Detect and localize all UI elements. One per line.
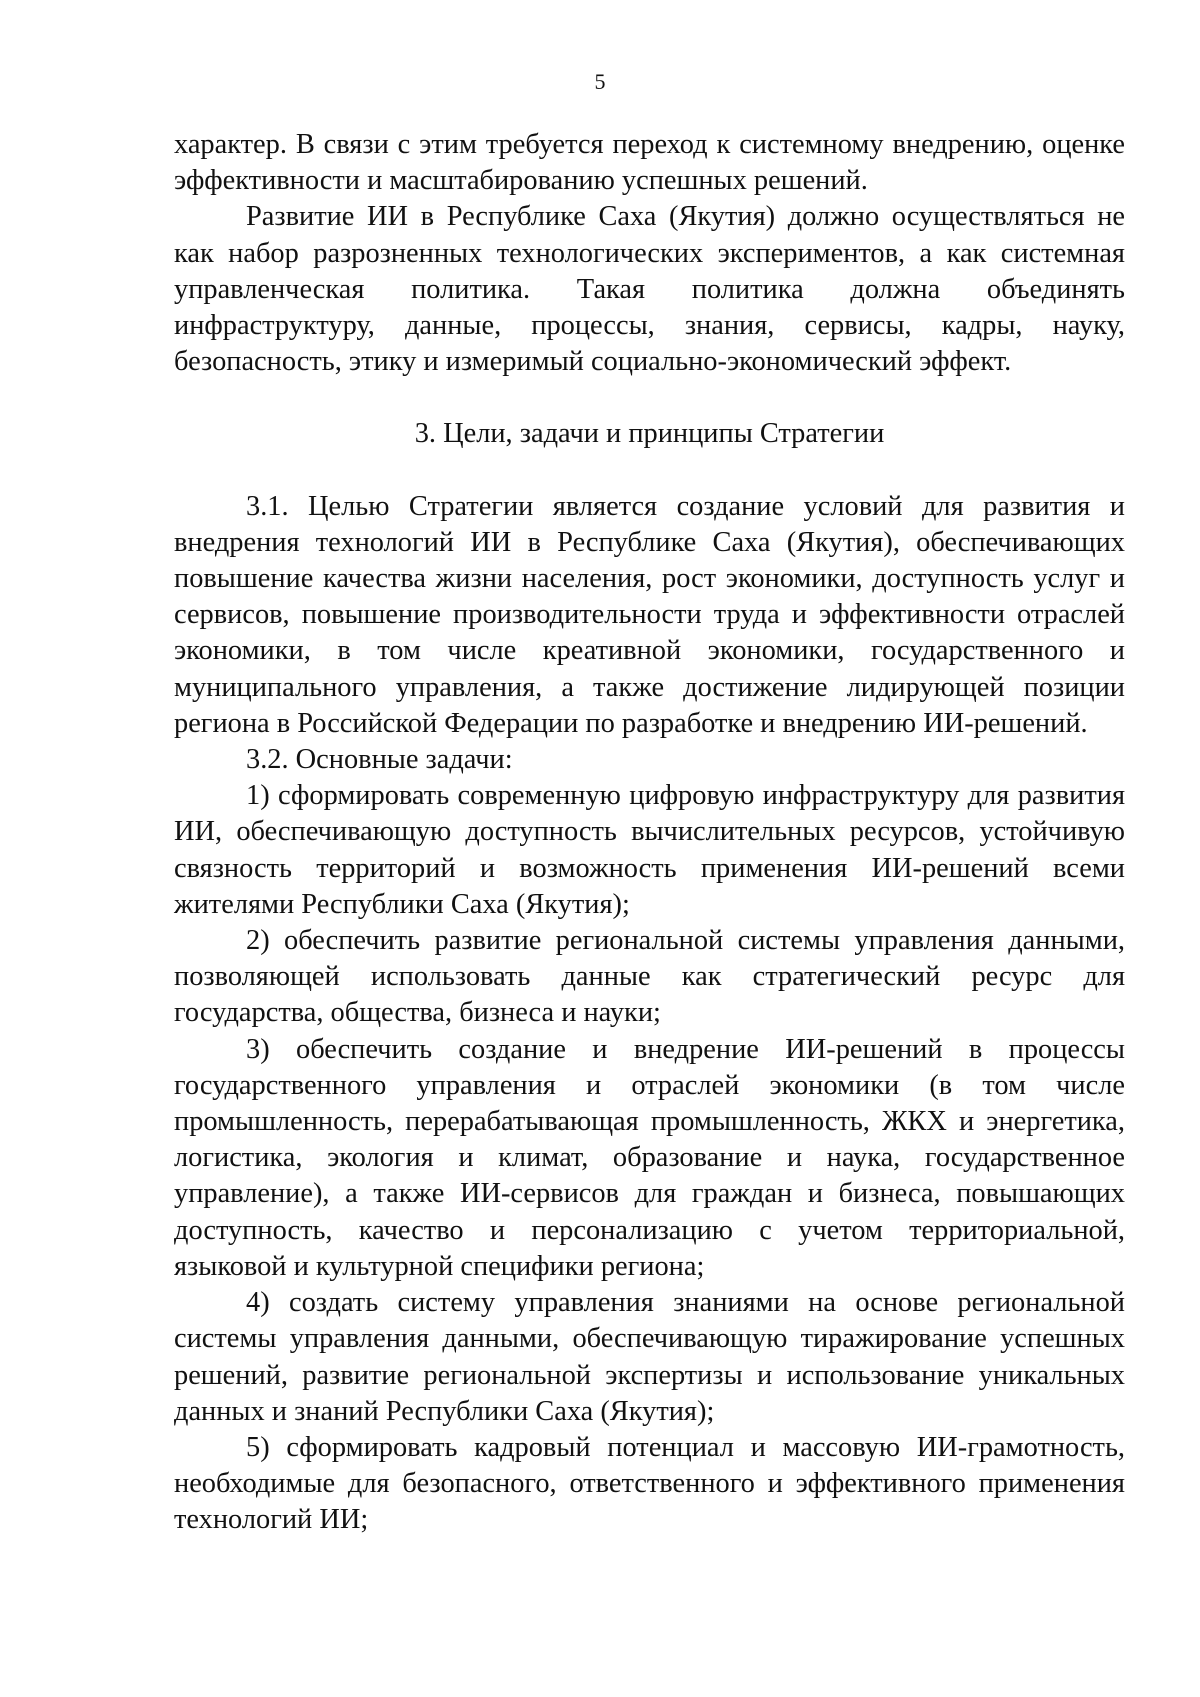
task-item-4: 4) создать систему управления знаниями на основе региональной системы управления данными, обеспечивающую тиражирование успешных решений, развитие региональной экспертизы и использование уникальных данных и знаний Республики Саха (Якутия); [174, 1287, 1125, 1427]
task-item-5: 5) сформировать кадровый потенциал и массовую ИИ-грамотность, необходимые для безопасного, ответственного и эффективного применения технологий ИИ; [174, 1431, 1125, 1536]
paragraph-strategy-goal: 3.1. Целью Стратегии является создание условий для развития и внедрения технологий ИИ в Республике Саха (Якутия), обеспечивающих повышение качества жизни населения, рост экономики, доступность услуг и сервисов, повышение производительности труда и эффективности отраслей экономики, в том числе креативной экономики, государственного и муниципального управления, а также достижение лидирующей позиции региона в Российской Федерации по разработке и внедрению ИИ-решений. [174, 490, 1125, 739]
document-body [174, 127, 1125, 1539]
section-heading: 3. Цели, задачи и принципы Стратегии [414, 418, 885, 450]
page-number: 5 [594, 69, 606, 94]
paragraph-ai-development-policy: Развитие ИИ в Республике Саха (Якутия) должно осуществляться не как набор разрозненных технологических экспериментов, а как системная управленческая политика. Такая политика должна объединять инфраструктуру, данные, процессы, знания, сервисы, кадры, науку, безопасность, этику и измеримый социально-экономический эффект. [174, 201, 1125, 378]
task-item-1: 1) сформировать современную цифровую инфраструктуру для развития ИИ, обеспечивающую доступность вычислительных ресурсов, устойчивую связность территорий и возможность применения ИИ-решений всеми жителями Республики Саха (Якутия); [174, 780, 1125, 920]
paragraph-main-tasks-heading: 3.2. Основные задачи: [246, 744, 513, 776]
task-item-3: 3) обеспечить создание и внедрение ИИ-решений в процессы государственного управления и отраслей экономики (в том числе промышленность, перерабатывающая промышленность, ЖКХ и энергетика, логистика, экология и климат, образование и наука, государственное управление), а также ИИ-сервисов для граждан и бизнеса, повышающих доступность, качество и персонализацию с учетом территориальной, языковой и культурной специфики региона; [174, 1033, 1125, 1282]
paragraph-context-continuation: характер. В связи с этим требуется переход к системному внедрению, оценке эффективности и масштабированию успешных решений. [174, 129, 1125, 197]
task-item-2: 2) обеспечить развитие региональной системы управления данными, позволяющей использовать данные как стратегический ресурс для государства, общества, бизнеса и науки; [174, 925, 1125, 1029]
